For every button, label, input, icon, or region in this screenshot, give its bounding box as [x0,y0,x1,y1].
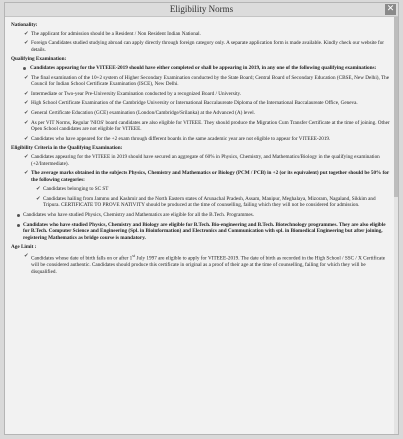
age-heading: Age Limit : [11,244,37,251]
list-item: ✔ General Certificate Education (GCE) examination (London/Cambridge/Srilanka) at the Advanced (A) level. [24,109,255,116]
check-icon: ✔ [36,195,41,202]
modal-titlebar [5,3,398,17]
check-icon: ✔ [24,119,29,126]
list-item: ✔ Candidates who have appeared for the +2 exam through different boards in the same academic year are not eligible to appear for VITEEE-2019. [24,135,331,142]
list-item: ✔ The applicant for admission should be a Resident / Non Resident Indian National. [24,30,201,37]
check-icon: ✔ [24,90,29,97]
list-item: ✔ The final examination of the 10+2 system of Higher Secondary Examination conducted by the State Board; Central Board of Secondary Education (CBSE, New Delhi), The Council for Indian School Certificate Examination (ISCE), New Delhi. [24,74,390,88]
check-icon: ✔ [24,135,29,142]
list-item: ✔ Candidates whose date of birth falls on or after 1st July 1997 are eligible to apply for VITEEE-2019. The date of birth as recorded in the High School / SSC / X Certificate will be considered authentic. Candidates should produce this certificate in original as a proof of their age at the time of counselling, failing for which they will be disqualified. [24,253,386,275]
modal-title: Eligibility Norms [169,4,234,14]
check-icon: ✔ [24,100,29,107]
list-item: Candidates appearing for the VITEEE-2019 should have either completed or shall be appearing in 2019, in any one of the following qualifying examinations: [11,65,392,72]
list-item: ✔ As per VIT Norms, Regular 'NIOS' board candidates are also eligible for VITEEE. They should produce the Migration Cum Transfer Certificate at the time of joining. Other Open School candidates are not eligible for VITEEE. [24,119,390,133]
list-item: ✔ Intermediate or Two-year Pre-University Examination conducted by a recognized Board / University. [24,90,242,97]
check-icon: ✔ [24,30,29,37]
bullet-icon [17,214,20,217]
list-item: Candidates who have studied Physics, Chemistry and Mathematics are eligible for all the B.Tech. Programmes. [11,212,392,219]
list-item: ✔ Candidates appearing for the VITEEE in 2019 should have secured an aggregate of 60% in Physics, Chemistry, and Mathematics/Biology in the qualifying examination (+2/Intermediate). [24,153,380,167]
modal-content [5,17,398,276]
criteria-heading: Eligibility Criteria in the Qualifying Examination: [11,145,123,152]
check-icon: ✔ [24,40,29,47]
close-icon[interactable]: ✕ [386,4,395,14]
list-item: ✔ The average marks obtained in the subjects Physics, Chemistry and Mathematics or Biology (PCM / PCB) in +2 (or its equivalent) put together should be 50% for the following categories: [24,170,390,183]
list-item: ✔ Candidates belonging to SC ST [36,186,109,193]
check-icon: ✔ [24,153,29,160]
list-item: ✔ Foreign Candidates studied studying abroad can apply directly through foreign category only. A separate application form is made available. Kindly check our website for details. [24,40,385,53]
list-item: Candidates who have studied Physics, Chemistry and Biology are eligible for B.Tech. Bio-engineering and B.Tech. Biotechnology programmes. They are also eligible for B.Tech. Computer Science and Engineering (Spl. in Bioinformation) and Electronics and Communication with spl. in Biomedical Engineering but after joining, registering Mathematics as bridge course is mandatory. [11,222,392,242]
scrollbar[interactable] [394,17,398,435]
bullet-icon [23,67,26,70]
check-icon: ✔ [36,186,41,193]
list-item: ✔ High School Certificate Examination of the Cambridge University or International Baccalaureate Diploma of the International Baccalaureate Office, Geneva. [24,100,358,107]
eligibility-modal [4,2,399,435]
check-icon: ✔ [24,109,29,116]
check-icon: ✔ [24,74,29,81]
check-icon: ✔ [24,170,29,177]
list-item: ✔ Candidates hailing from Jammu and Kashmir and the North Eastern states of Arunachal Pradesh, Assam, Manipur, Meghalaya, Mizoram, Nagaland, Sikkim and Tripura. CERTIFICATE TO PROVE NATIVITY should be produced at the time of counselling, failing which they will not be considered for admission. [36,195,376,209]
check-icon: ✔ [24,253,29,260]
bullet-icon [17,224,20,227]
qualifying-heading: Qualifying Examination: [11,56,67,63]
scrollbar-thumb[interactable] [394,17,398,197]
nationality-heading: Nationality: [11,22,38,28]
